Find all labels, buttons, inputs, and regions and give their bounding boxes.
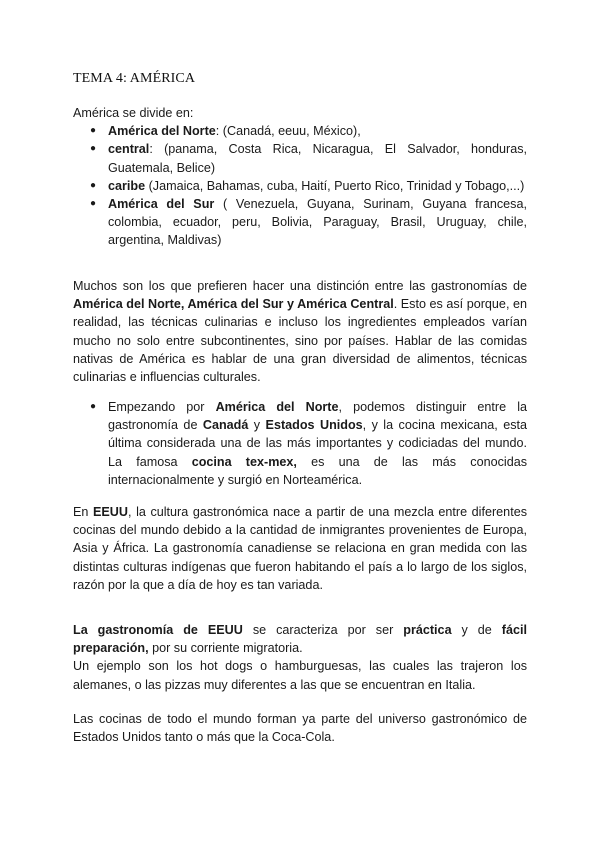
paragraph-gastronomy-eeuu: La gastronomía de EEUU se caracteriza por ser práctica y de fácil preparación, por su corriente migratoria. Un ejemplo son los hot dogs o hamburguesas, las cuales las trajeron los alemanes, o las pizzas muy diferentes a las que se encuentran en Italia. xyxy=(73,621,527,694)
region-name: América del Norte xyxy=(108,124,216,139)
north-america-section xyxy=(73,398,527,489)
region-name: caribe xyxy=(108,178,146,193)
intro-text: América se divide en: xyxy=(73,106,194,120)
example-text: Un ejemplo son los hot dogs o hamburguesas, las cuales las trajeron los alemanes, o las pizzas muy diferentes a las que se encuentran en Italia. xyxy=(73,659,527,692)
bullet-icon: ● xyxy=(90,125,97,137)
regions-section xyxy=(73,104,527,250)
region-name: América del Sur xyxy=(108,197,215,212)
region-detail: ( Venezuela, Guyana, Surinam, Guyana francesa, colombia, ecuador, peru, Bolivia, Paraguay, Brasil, Uruguay, chile, argentina, Maldivas) xyxy=(108,197,527,248)
regions-list xyxy=(73,122,527,249)
region-detail: (Jamaica, Bahamas, cuba, Haití, Puerto Rico, Trinidad y Tobago,...) xyxy=(145,178,525,193)
paragraph-distinction: Muchos son los que prefieren hacer una distinción entre las gastronomías de América del Norte, América del Sur y América Central. Esto es así porque, en realidad, las técnicas culinarias e incluso los ingredientes empleados varían mucho no solo entre subcontinentes, sino por países. Hablar de las comidas nativas de América es hablar de una gran diversidad de alimentos, técnicas culinarias e influencias culturales. xyxy=(73,279,527,385)
region-name: central xyxy=(108,142,150,157)
list-item: ● Empezando por América del Norte, podemos distinguir entre la gastronomía de Canadá y Estados Unidos, y la cocina mexicana, esta última considerada una de las más importantes y codiciadas del mundo. La famosa cocina tex-mex, es una de las más conocidas internacionalmente y surgió en Norteamérica. xyxy=(90,400,528,487)
bullet-icon: ● xyxy=(90,198,97,210)
bullet-icon: ● xyxy=(90,179,97,191)
north-america-list xyxy=(73,398,527,489)
list-item xyxy=(73,195,527,250)
list-item xyxy=(73,122,527,140)
paragraph-eeuu: En EEUU, la cultura gastronómica nace a partir de una mezcla entre diferentes cocinas del mundo debido a la cantidad de inmigrantes provenientes de Europa, Asia y África. La gastronomía canadiense se relaciona en gran medida con las distintas culturas indígenas que fueron habitando el país a lo largo de los siglos, razón por la que a día de hoy es tan variada. xyxy=(73,505,527,592)
region-detail: : (Canadá, eeuu, México), xyxy=(215,124,361,139)
bullet-icon: ● xyxy=(90,143,97,155)
page-title: TEMA 4: AMÉRICA xyxy=(73,71,196,86)
region-detail: : (panama, Costa Rica, Nicaragua, El Salvador, honduras, Guatemala, Belice) xyxy=(108,142,527,175)
bullet-icon: ● xyxy=(90,401,97,412)
paragraph-coca-cola: Las cocinas de todo el mundo forman ya parte del universo gastronómico de Estados Unidos tanto o más que la Coca-Cola. xyxy=(73,712,527,745)
list-item xyxy=(73,140,527,176)
list-item xyxy=(73,177,527,195)
